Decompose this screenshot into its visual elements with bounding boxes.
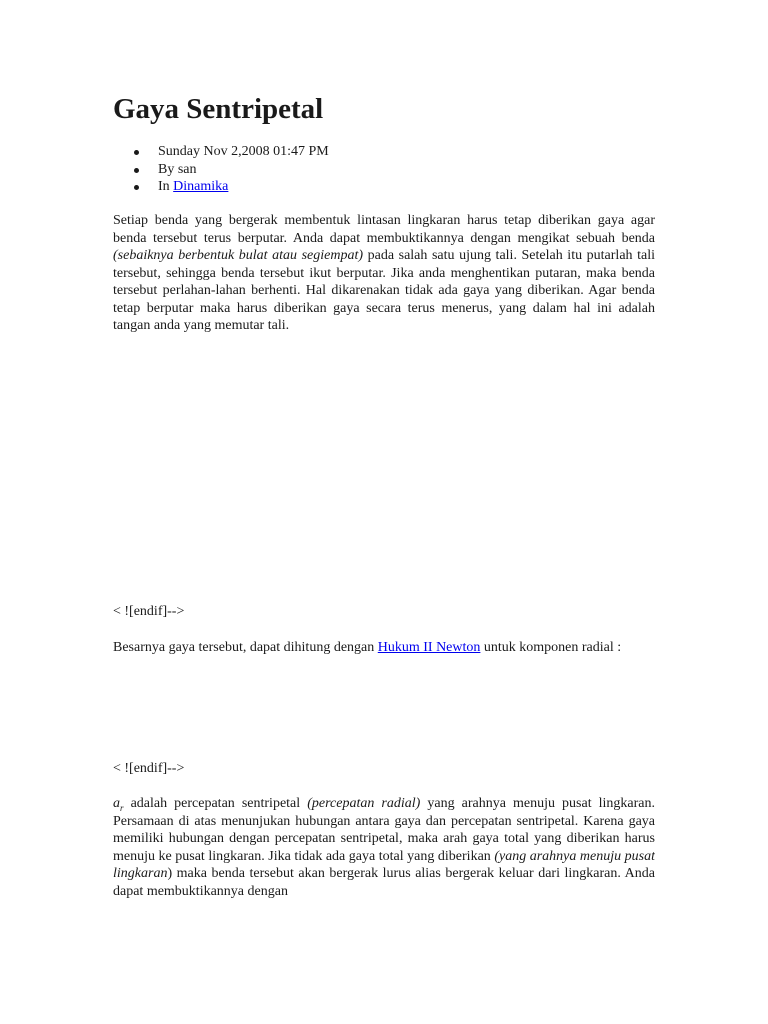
paragraph-acceleration-italic-a: (percepatan radial) xyxy=(307,796,421,811)
paragraph-newton-text-b: untuk komponen radial : xyxy=(480,640,622,655)
bullet-icon xyxy=(134,185,139,190)
post-date-text: Sunday Nov 2,2008 01:47 PM xyxy=(158,144,329,159)
paragraph-newton xyxy=(113,639,655,657)
paragraph-intro-italic: (sebaiknya berbentuk bulat atau segiempat) xyxy=(113,248,364,263)
paragraph-acceleration-text-b: yang arahnya menuju pusat lingkaran. Persamaan di atas menunjukan hubungan antara gaya dan percepatan sentripetal. Karena gaya memiliki hubungan dengan percepatan sentripetal, maka arah gaya total yang diberikan harus menuju ke pusat lingkaran. Jika tidak ada gaya total yang diberikan xyxy=(113,796,655,864)
post-author xyxy=(158,161,329,179)
post-meta-list xyxy=(113,143,329,196)
paragraph-newton-text-a: Besarnya gaya tersebut, dapat dihitung dengan xyxy=(113,640,378,655)
paragraph-acceleration-text-c: ) maka benda tersebut akan bergerak lurus alias bergerak keluar dari lingkaran. Anda dapat membuktikannya dengan xyxy=(113,866,655,899)
acceleration-symbol-base: a xyxy=(113,796,120,811)
post-date xyxy=(158,143,329,161)
paragraph-acceleration xyxy=(113,795,655,900)
acceleration-symbol xyxy=(113,796,124,811)
paragraph-intro-text-b: pada salah satu ujung tali. Setelah itu putarlah tali tersebut, sehingga benda tersebut ikut berputar. Jika anda menghentikan putaran, maka benda tersebut perlahan-lahan berhenti. Hal dikarenakan tidak ada gaya yang diberikan. Agar benda tetap berputar maka harus diberikan gaya secara terus menerus, yang dalam hal ini adalah tangan anda yang memutar tali. xyxy=(113,248,655,333)
acceleration-symbol-subscript: r xyxy=(120,802,124,813)
post-author-text: By san xyxy=(158,161,197,177)
post-category-prefix: In xyxy=(158,179,170,194)
endif-marker-2: < ![endif]--> xyxy=(113,761,185,776)
page-title: Gaya Sentripetal xyxy=(113,93,324,125)
endif-marker-1: < ![endif]--> xyxy=(113,604,185,619)
paragraph-acceleration-text-a: adalah percepatan sentripetal xyxy=(123,796,308,811)
bullet-icon xyxy=(134,168,139,173)
bullet-icon xyxy=(134,150,139,155)
paragraph-intro xyxy=(113,212,655,335)
post-category xyxy=(158,178,329,196)
category-link[interactable]: Dinamika xyxy=(173,179,229,194)
paragraph-intro-text-a: Setiap benda yang bergerak membentuk lintasan lingkaran harus tetap diberikan gaya agar benda tersebut terus berputar. Anda dapat membuktikannya dengan mengikat sebuah benda xyxy=(113,213,655,246)
paragraph-acceleration-italic-b: (yang arahnya menuju pusat lingkaran xyxy=(113,848,655,881)
newton-law-link[interactable]: Hukum II Newton xyxy=(377,640,481,655)
